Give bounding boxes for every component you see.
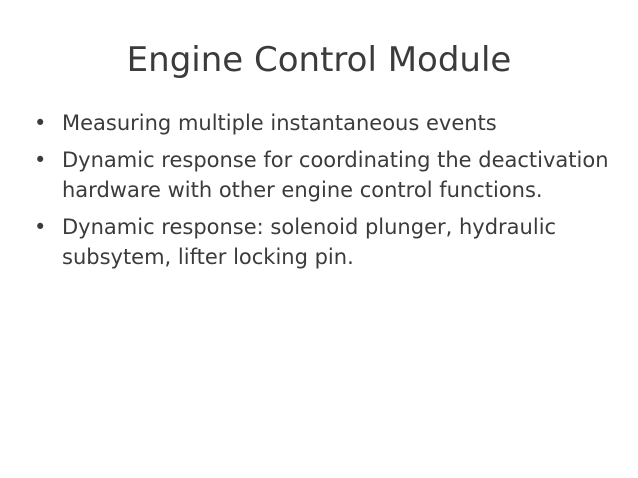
bullet-icon: •: [34, 111, 47, 135]
slide-title: Engine Control Module: [126, 40, 512, 80]
bullet-text: Measuring multiple instantaneous events: [62, 111, 497, 135]
bullet-icon: •: [34, 148, 47, 172]
bullet-list: [32, 108, 612, 279]
bullet-icon: •: [34, 215, 47, 239]
list-item: [32, 145, 612, 205]
bullet-text: Dynamic response: solenoid plunger, hydraulic subsytem, lifter locking pin.: [62, 215, 557, 269]
list-item: [32, 108, 612, 138]
bullet-text: Dynamic response for coordinating the deactivation hardware with other engine control functions.: [62, 148, 609, 202]
list-item: [32, 212, 612, 272]
